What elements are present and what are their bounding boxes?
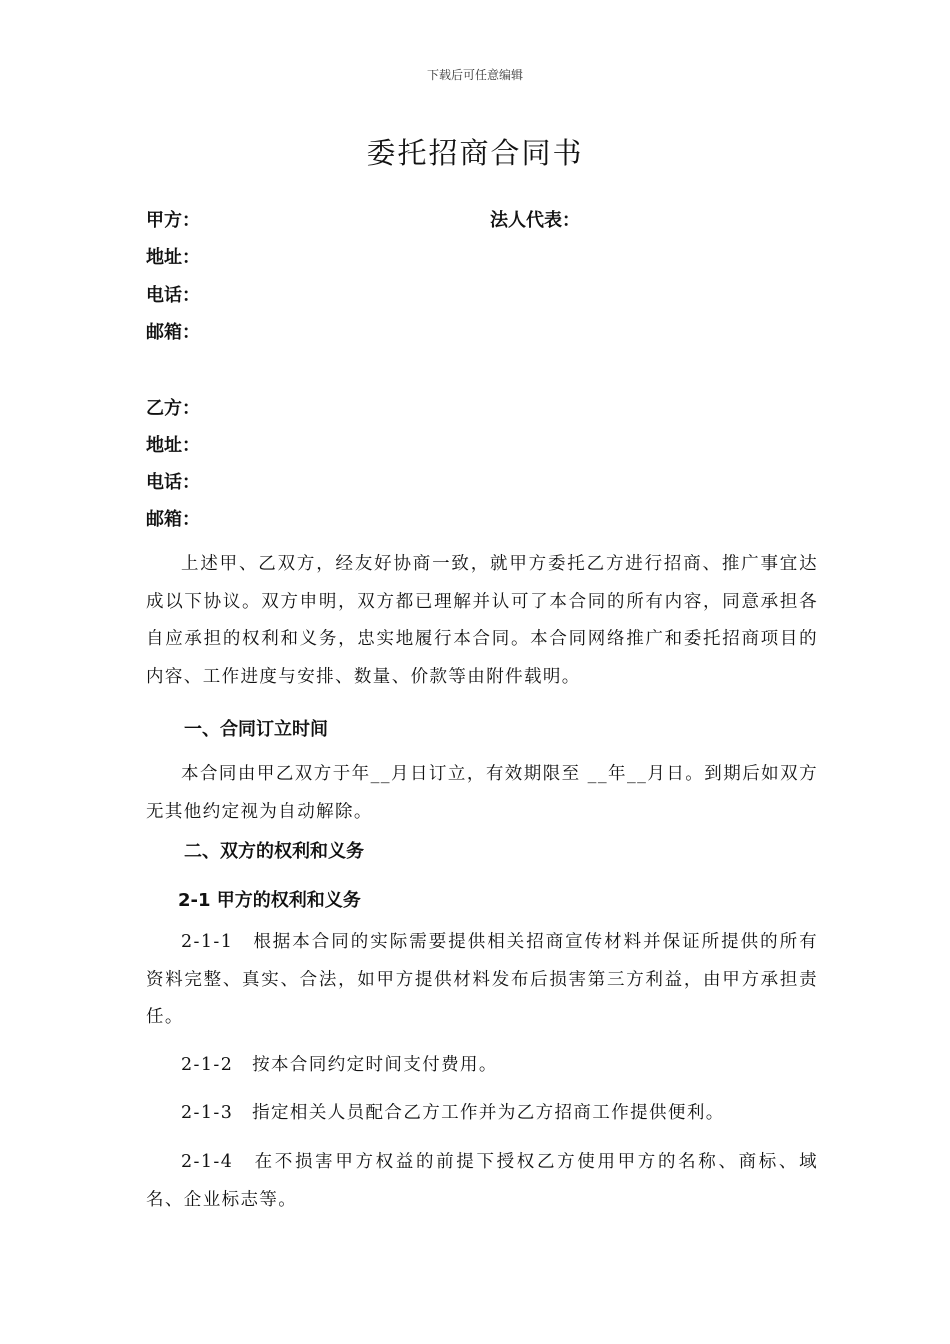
header-note: 下载后可任意编辑 [426,68,523,82]
party-a-address-label: 地址： [146,247,200,268]
section1-body: 本合同由甲乙双方于年__月日订立，有效期限至 __年__月日。到期后如双方无其他约定视为自动解除。 [146,764,818,822]
clause-2-1-2: 2-1-2 按本合同约定时间支付费用。 [181,1055,498,1075]
section2-heading: 二、双方的权利和义务 [184,841,364,862]
party-b-phone-label: 电话： [146,472,200,493]
clause-2-1-3: 2-1-3 指定相关人员配合乙方工作并为乙方招商工作提供便利。 [181,1103,725,1123]
party-b-email-label: 邮箱： [146,509,200,530]
document-title: 委托招商合同书 [366,136,584,170]
party-a-rep-label: 法人代表： [490,210,580,231]
clause-2-1-4: 2-1-4 在不损害甲方权益的前提下授权乙方使用甲方的名称、商标、域名、企业标志等。 [146,1152,818,1210]
party-a-email-label: 邮箱： [146,322,200,343]
clause-2-1-1: 2-1-1 根据本合同的实际需要提供相关招商宣传材料并保证所提供的所有资料完整、真实、合法，如甲方提供材料发布后损害第三方利益，由甲方承担责任。 [146,932,818,1027]
section2-subheading: 2-1 甲方的权利和义务 [178,890,361,911]
section1-heading: 一、合同订立时间 [184,719,328,740]
party-a-phone-label: 电话： [146,285,200,306]
intro-paragraph: 上述甲、乙双方，经友好协商一致，就甲方委托乙方进行招商、推广事宜达成以下协议。双方申明，双方都已理解并认可了本合同的所有内容，同意承担各自应承担的权利和义务，忠实地履行本合同。本合同网络推广和委托招商项目的内容、工作进度与安排、数量、价款等由附件载明。 [146,554,818,687]
party-a-name-label: 甲方： [146,210,200,231]
party-b-address-label: 地址： [146,435,200,456]
party-b-name-label: 乙方： [146,398,200,419]
